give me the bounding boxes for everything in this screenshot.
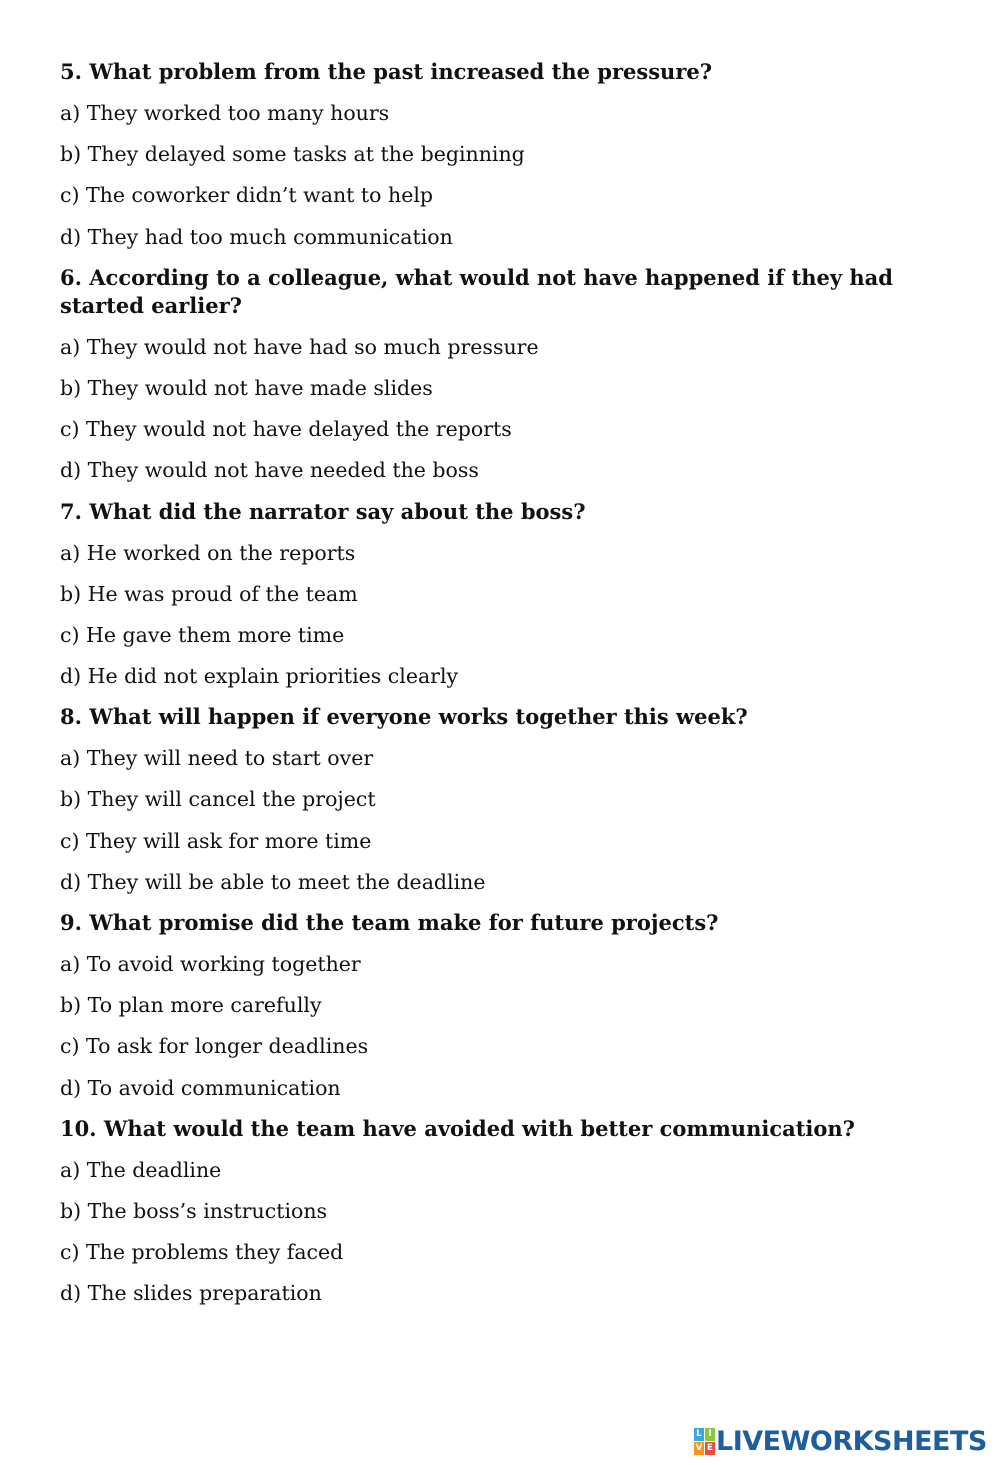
option-b[interactable]: b) They would not have made slides	[60, 375, 433, 400]
logo-letter: E	[706, 1443, 714, 1453]
question-text: 5. What problem from the past increased the pressure?	[60, 59, 713, 84]
logo-wordmark: LIVEWORKSHEETS	[716, 1425, 987, 1457]
option-a[interactable]: a) They worked too many hours	[60, 101, 390, 125]
option-d[interactable]: d) They would not have needed the boss	[60, 458, 479, 483]
question-9	[60, 909, 940, 1115]
question-8	[60, 703, 940, 909]
option-a[interactable]: a) To avoid working together	[60, 952, 361, 976]
question-5	[60, 58, 940, 264]
option-a[interactable]: a) They would not have had so much pressure	[60, 334, 539, 359]
worksheet	[60, 58, 940, 1321]
option-a[interactable]: a) They will need to start over	[60, 746, 374, 771]
option-c[interactable]: c) To ask for longer deadlines	[60, 1034, 369, 1059]
option-d[interactable]: d) They had too much communication	[60, 224, 453, 249]
logo-letter: V	[695, 1443, 703, 1453]
question-text: 9. What promise did the team make for future projects?	[60, 910, 719, 935]
logo-letter: I	[705, 1428, 715, 1441]
option-c[interactable]: c) The problems they faced	[60, 1240, 344, 1265]
question-text: 10. What would the team have avoided with better communication?	[60, 1115, 855, 1141]
question-text: 6. According to a colleague, what would not have happened if they had started earlier?	[60, 264, 893, 318]
question-10	[60, 1115, 940, 1321]
question-6	[60, 264, 940, 498]
option-c[interactable]: c) The coworker didn’t want to help	[60, 183, 434, 208]
question-text: 7. What did the narrator say about the boss?	[60, 498, 586, 524]
option-b[interactable]: b) They delayed some tasks at the beginning	[60, 142, 525, 167]
logo-letter: L	[694, 1428, 704, 1441]
question-text: 8. What will happen if everyone works together this week?	[60, 704, 748, 730]
logo-mark-icon	[694, 1428, 714, 1454]
option-c[interactable]: c) They would not have delayed the reports	[60, 417, 512, 442]
option-c[interactable]: c) They will ask for more time	[60, 828, 372, 853]
option-d[interactable]: d) The slides preparation	[60, 1281, 322, 1306]
option-c[interactable]: c) He gave them more time	[60, 622, 345, 647]
question-7	[60, 498, 940, 704]
option-b[interactable]: b) They will cancel the project	[60, 787, 376, 812]
option-b[interactable]: b) The boss’s instructions	[60, 1198, 328, 1223]
option-d[interactable]: d) To avoid communication	[60, 1075, 341, 1100]
option-d[interactable]: d) They will be able to meet the deadline	[60, 869, 486, 894]
liveworksheets-logo	[694, 1424, 987, 1458]
option-d[interactable]: d) He did not explain priorities clearly	[60, 664, 459, 689]
option-b[interactable]: b) To plan more carefully	[60, 993, 322, 1018]
option-a[interactable]: a) He worked on the reports	[60, 540, 356, 565]
option-a[interactable]: a) The deadline	[60, 1157, 222, 1182]
option-b[interactable]: b) He was proud of the team	[60, 581, 358, 606]
